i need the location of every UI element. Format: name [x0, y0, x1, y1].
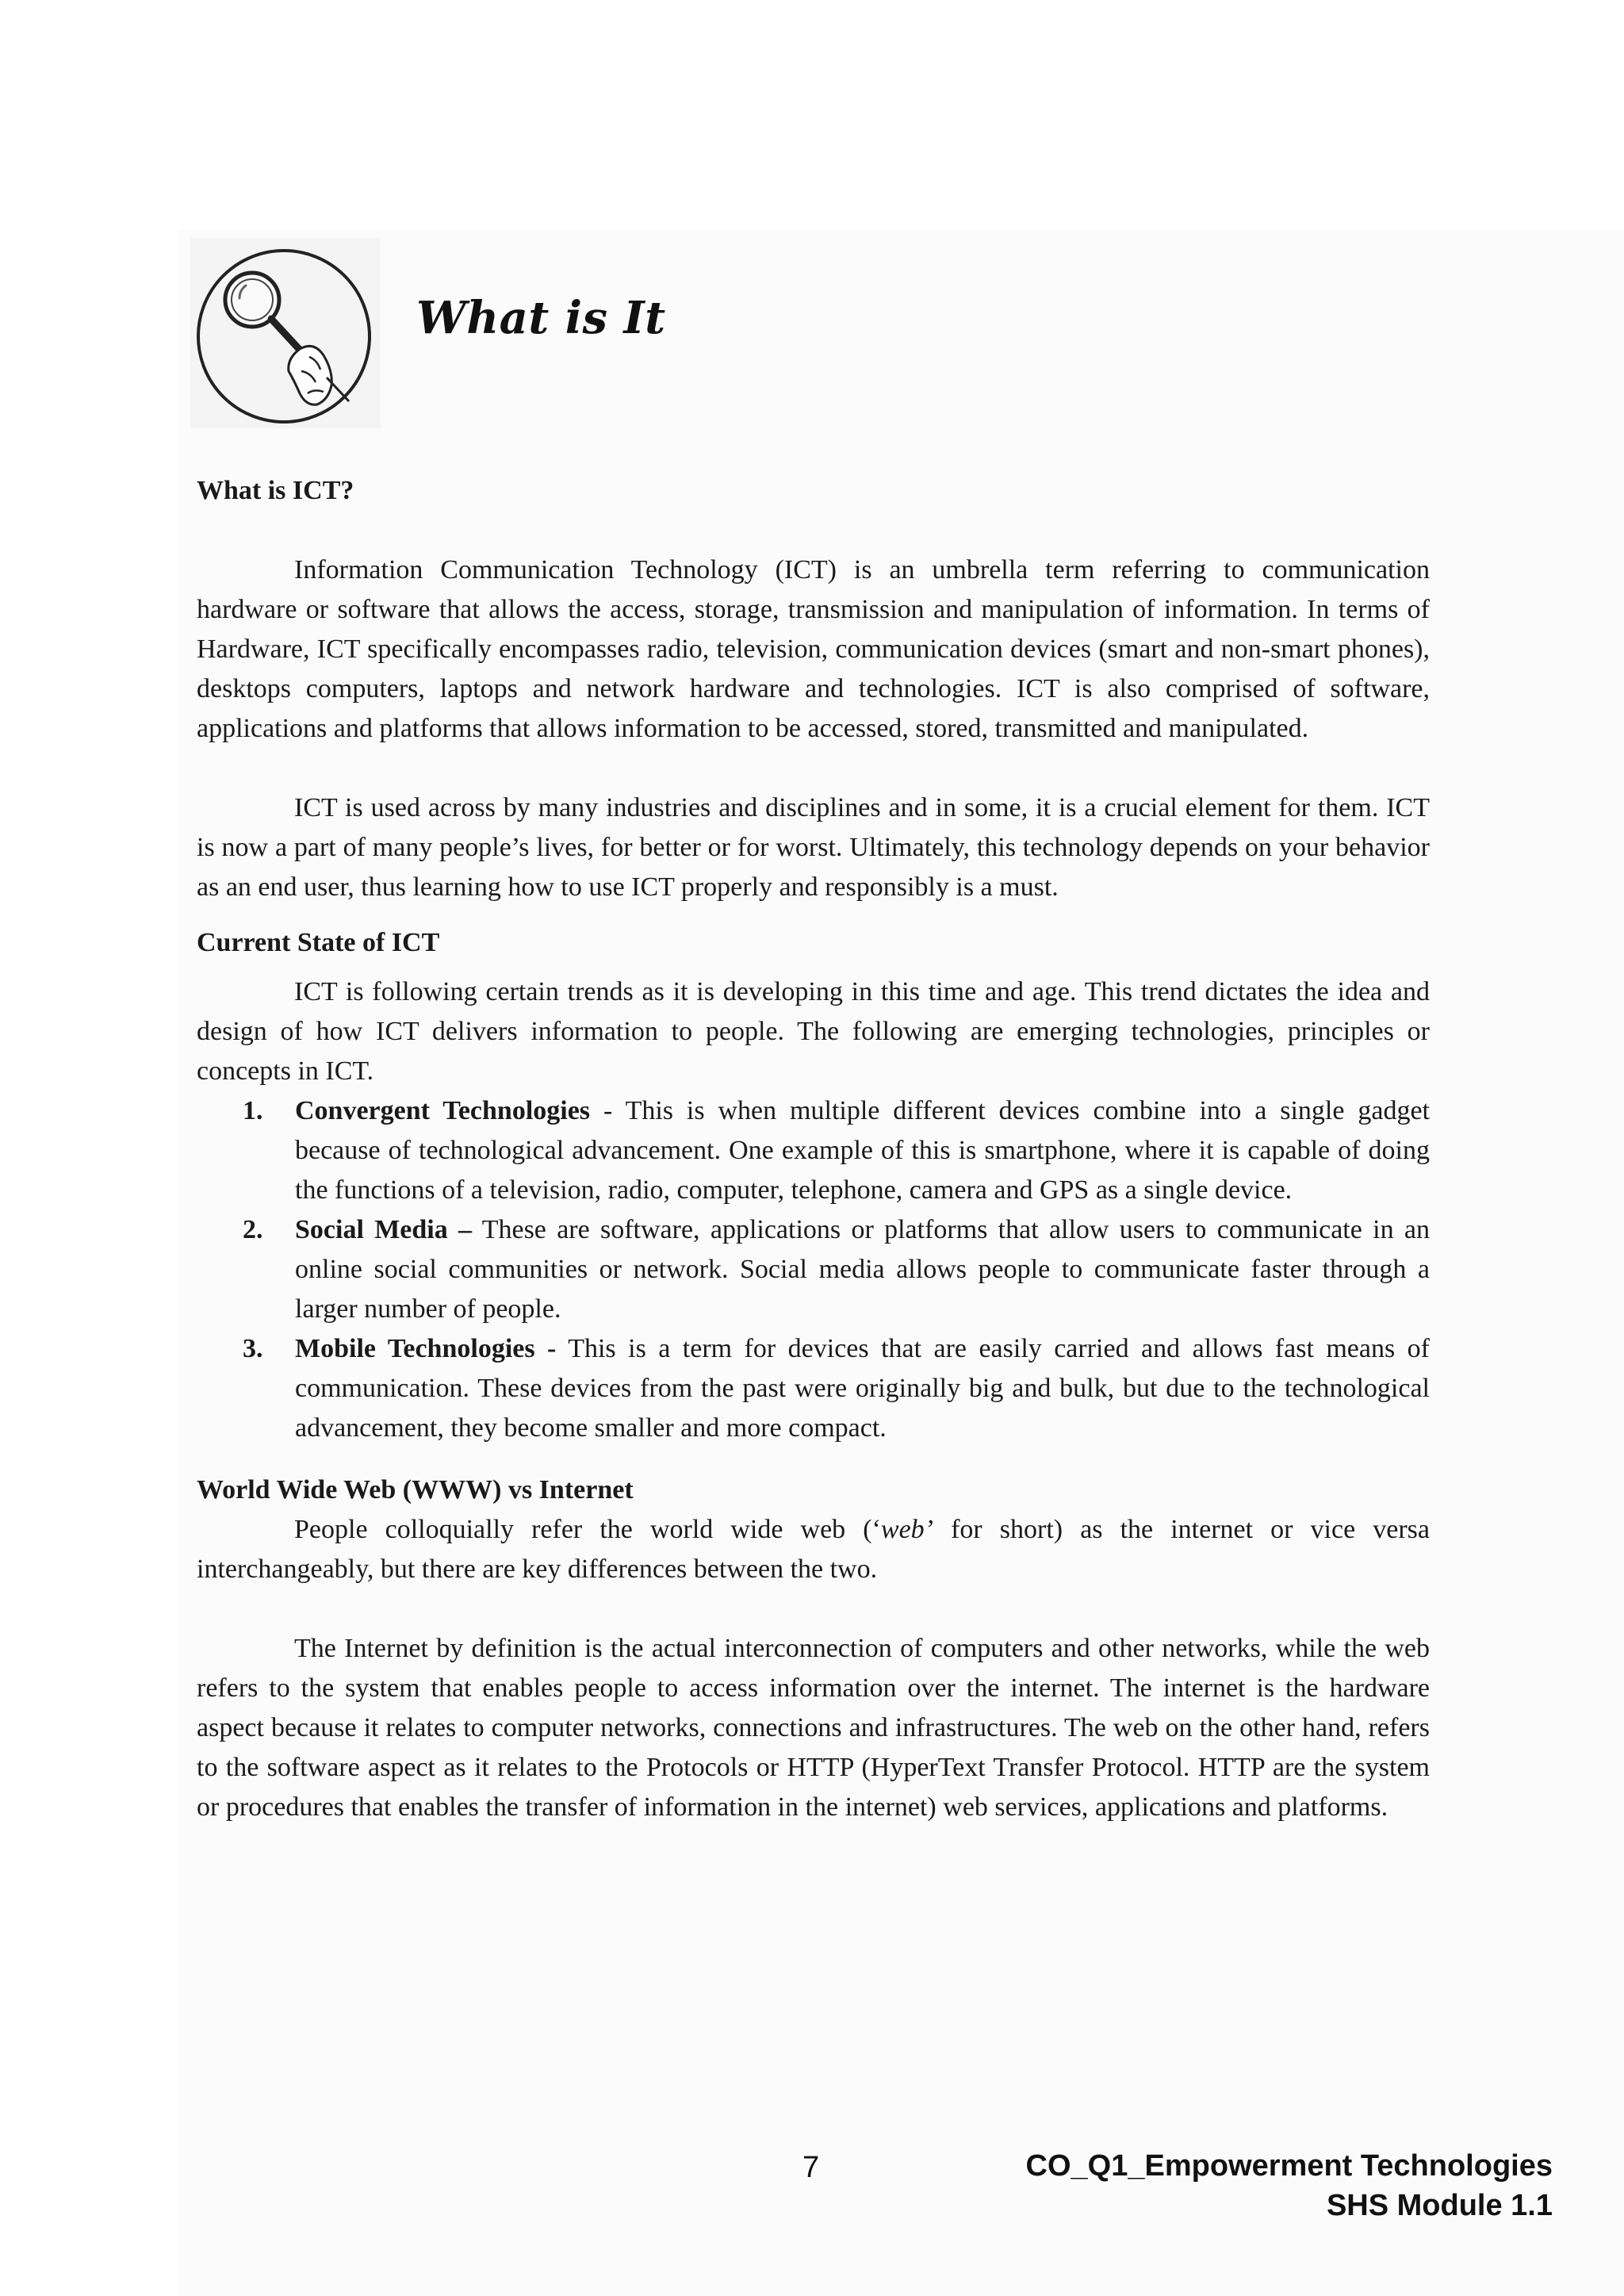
list-item: [197, 1091, 1430, 1210]
www-paragraph-1: [197, 1510, 1430, 1589]
list-item: [197, 1329, 1430, 1448]
heading-current-state: Current State of ICT: [197, 928, 440, 957]
module-content: [197, 471, 1430, 1827]
list-item-term: Social Media –: [295, 1215, 473, 1244]
list-item-number: 2.: [243, 1215, 263, 1244]
list-item-term: Convergent Technologies: [295, 1096, 591, 1125]
ict-paragraph-1: Information Communication Technology (ICT) is an umbrella term referring to communication hardware or software that allows the access, storage, transmission and manipulation of information. In terms of Hardware, ICT specifically encompasses radio, television, communication devices (smart and non-smart phones), desktops computers, laptops and network hardware and technologies. ICT is also comprised of software, applications and platforms that allows information to be accessed, stored, transmitted and manipulated.: [197, 555, 1430, 743]
module-code: CO_Q1_Empowerment Technologies: [1025, 2149, 1553, 2183]
list-item-separator: -: [590, 1096, 626, 1125]
www-p1-italic: web’: [880, 1515, 933, 1544]
page-number: 7: [802, 2151, 820, 2184]
www-p1-before: People colloquially refer the world wide web (‘: [294, 1515, 881, 1544]
section-title: What is It: [416, 292, 666, 344]
list-item-text: These are software, applications or platforms that allow users to communicate in an online social communities or network. Social media allows people to communicate faster through a larger number of people.: [295, 1215, 1430, 1324]
section-icon-frame: [190, 238, 381, 428]
trends-list: [197, 1091, 1430, 1448]
module-footer: [1026, 2146, 1553, 2225]
heading-www-vs-internet: World Wide Web (WWW) vs Internet: [197, 1475, 634, 1504]
www-p1-after: for short) as the internet or vice versa interchangeably, but there are key differences between the two.: [197, 1515, 1430, 1584]
module-name: SHS Module 1.1: [1326, 2189, 1553, 2222]
list-item-term: Mobile Technologies -: [295, 1334, 557, 1363]
list-item-text: This is a term for devices that are easily carried and allows fast means of communication. These devices from the past were originally big and bulk, but due to the technological advancement, they become smaller and more compact.: [295, 1334, 1430, 1443]
list-item-separator: [556, 1334, 568, 1363]
ict-paragraph-2: ICT is used across by many industries and disciplines and in some, it is a crucial element for them. ICT is now a part of many people’s lives, for better or for worst. Ultimately, this technology depends on your behavior as an end user, thus learning how to use ICT properly and responsibly is a must.: [197, 793, 1430, 902]
magnifying-glass-icon: [190, 238, 381, 428]
list-item-text: This is when multiple different devices combine into a single gadget because of technological advancement. One example of this is smartphone, where it is capable of doing the functions of a television, radio, computer, telephone, camera and GPS as a single device.: [295, 1096, 1430, 1205]
www-paragraph-2: The Internet by definition is the actual interconnection of computers and other networks, while the web refers to the system that enables people to access information over the internet. The internet is the hardware aspect because it relates to computer networks, connections and infrastructures. The web on the other hand, refers to the software aspect as it relates to the Protocols or HTTP (HyperText Transfer Protocol. HTTP are the system or procedures that enables the transfer of information in the internet) web services, applications and platforms.: [197, 1634, 1430, 1822]
list-item: [197, 1210, 1430, 1329]
list-item-separator: [472, 1215, 482, 1244]
list-item-number: 1.: [243, 1096, 263, 1125]
heading-what-is-ict: What is ICT?: [197, 476, 354, 505]
current-state-intro: ICT is following certain trends as it is developing in this time and age. This trend dictates the idea and design of how ICT delivers information to people. The following are emerging technologies, principles or concepts in ICT.: [197, 977, 1430, 1086]
list-item-number: 3.: [243, 1334, 263, 1363]
